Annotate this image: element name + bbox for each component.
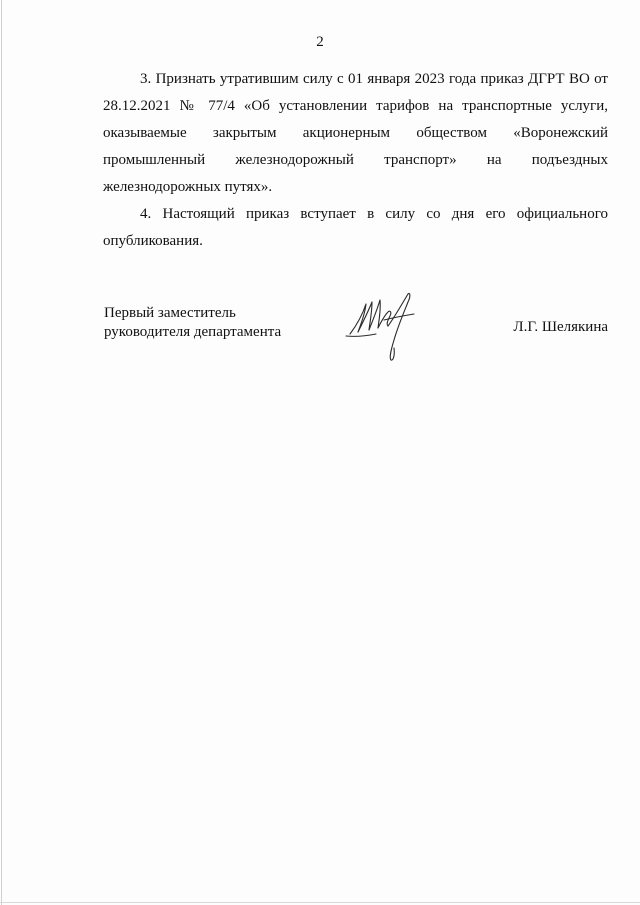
- paragraph-3-line-2: 28.12.2021 № 77/4 «Об установлении тарифов на транспортные услуги,: [103, 98, 608, 114]
- paragraph-3-line-5: железнодорожных путях».: [103, 179, 273, 195]
- document-body: [103, 66, 608, 255]
- page-number: 2: [316, 34, 324, 50]
- paragraph-4-line-1: 4. Настоящий приказ вступает в силу со дня его официального: [140, 206, 608, 222]
- handwritten-signature-icon: [344, 290, 424, 364]
- signatory-title: [104, 304, 281, 342]
- signature-block: [104, 304, 608, 384]
- scan-edge-left: [1, 0, 2, 905]
- signatory-title-line-1: Первый заместитель: [104, 305, 236, 321]
- paragraph-3-line-4: промышленный железнодорожный транспорт» на подъездных: [103, 152, 608, 168]
- paragraph-4: [103, 201, 608, 255]
- paragraph-3-line-1: 3. Признать утратившим силу с 01 января 2023 года приказ ДГРТ ВО от: [140, 71, 608, 87]
- signatory-title-line-2: руководителя департамента: [104, 324, 282, 340]
- paragraph-4-line-2: опубликования.: [103, 233, 203, 249]
- paragraph-3-line-3: оказываемые закрытым акционерным обществом «Воронежский: [103, 125, 608, 141]
- scan-edge-bottom: [0, 902, 640, 903]
- signatory-name: Л.Г. Шелякина: [513, 319, 608, 335]
- paragraph-3: [103, 66, 608, 201]
